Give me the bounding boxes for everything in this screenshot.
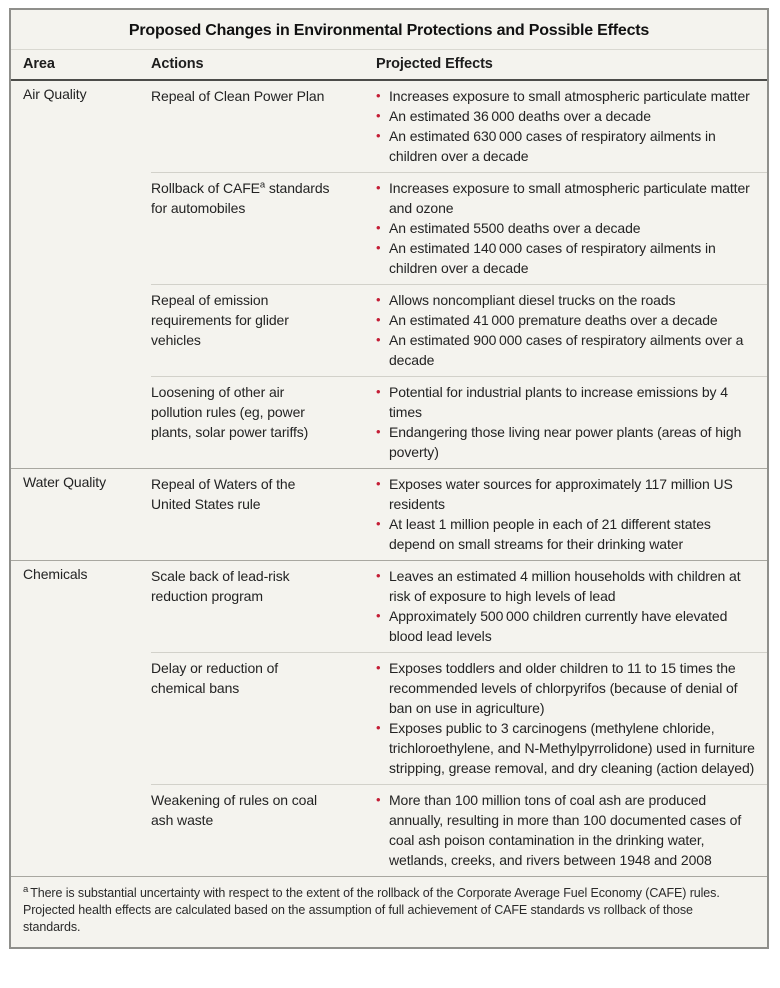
table-title: Proposed Changes in Environmental Protections and Possible Effects <box>128 22 650 39</box>
effect-item <box>376 330 755 370</box>
table-row <box>151 284 767 376</box>
area-label: Air Quality <box>23 86 87 102</box>
table-row <box>151 81 767 172</box>
action-superscript: a <box>259 179 266 191</box>
effect-text: More than 100 million tons of coal ash are produced annually, resulting in more than 100 documented cases of coal ash poison contamination in the drinking water, wetlands, creeks, and rivers between 1948 and 2008 <box>389 792 742 868</box>
effect-text: Increases exposure to small atmospheric particulate matter and ozone <box>389 180 750 216</box>
bullet-icon: • <box>376 476 381 491</box>
action-cell <box>151 81 376 172</box>
effects-cell <box>376 561 767 652</box>
effects-cell <box>376 377 767 468</box>
effect-text: Allows noncompliant diesel trucks on the roads <box>389 292 676 308</box>
action-label: Repeal of Waters of the United States rule <box>151 476 296 512</box>
bullet-icon: • <box>376 516 381 531</box>
footnote-text: There is substantial uncertainty with respect to the extent of the rollback of the Corporate Average Fuel Economy (CAFE) rules. Projected health effects are calculated based on the assumption of full achievement of CAFE standards vs rollback of those standards. <box>23 886 720 934</box>
bullet-icon: • <box>376 720 381 735</box>
action-label: Loosening of other air pollution rules (eg, power plants, solar power tariffs) <box>151 384 309 440</box>
effect-item <box>376 790 755 870</box>
action-cell <box>151 285 376 376</box>
effect-item <box>376 106 755 126</box>
effect-text: Exposes toddlers and older children to 11 to 15 times the recommended levels of chlorpyrifos (because of denial of ban on use in agriculture) <box>389 660 738 716</box>
action-label: Rollback of CAFE <box>151 180 260 196</box>
effect-text: An estimated 36 000 deaths over a decade <box>389 108 651 124</box>
footnote-marker: a <box>23 883 29 895</box>
table-section <box>11 81 767 468</box>
bullet-icon: • <box>376 108 381 123</box>
effect-item <box>376 718 755 778</box>
table-row <box>151 561 767 652</box>
effect-text: An estimated 630 000 cases of respiratory ailments in children over a decade <box>389 128 716 164</box>
effect-item <box>376 566 755 606</box>
effect-item <box>376 178 755 218</box>
effects-cell <box>376 285 767 376</box>
column-header-row <box>11 49 767 81</box>
effect-item <box>376 218 755 238</box>
effects-cell <box>376 81 767 172</box>
bullet-icon: • <box>376 660 381 675</box>
effect-text: Approximately 500 000 children currently have elevated blood lead levels <box>389 608 728 644</box>
table-row <box>151 469 767 560</box>
table-section <box>11 560 767 876</box>
action-cell <box>151 653 376 784</box>
action-label-continued: standards for automobiles <box>151 180 330 216</box>
effect-text: Increases exposure to small atmospheric particulate matter <box>389 88 750 104</box>
column-header-effects: Projected Effects <box>376 56 493 72</box>
effect-text: Potential for industrial plants to increase emissions by 4 times <box>389 384 728 420</box>
effect-item <box>376 310 755 330</box>
effect-item <box>376 290 755 310</box>
bullet-icon: • <box>376 568 381 583</box>
bullet-icon: • <box>376 180 381 195</box>
bullet-icon: • <box>376 384 381 399</box>
bullet-icon: • <box>376 88 381 103</box>
table-row <box>151 172 767 284</box>
effect-text: An estimated 140 000 cases of respiratory ailments in children over a decade <box>389 240 716 276</box>
table-section <box>11 468 767 560</box>
column-header-actions: Actions <box>151 56 204 72</box>
section-rows <box>151 561 767 876</box>
bullet-icon: • <box>376 608 381 623</box>
action-cell <box>151 173 376 284</box>
action-label: Repeal of emission requirements for glider vehicles <box>151 292 289 348</box>
area-label: Water Quality <box>23 474 106 490</box>
effect-item <box>376 238 755 278</box>
section-rows <box>151 81 767 468</box>
effect-text: Endangering those living near power plants (areas of high poverty) <box>389 424 742 460</box>
effect-text: An estimated 900 000 cases of respiratory ailments over a decade <box>389 332 744 368</box>
action-label: Scale back of lead-risk reduction program <box>151 568 290 604</box>
bullet-icon: • <box>376 128 381 143</box>
action-cell <box>151 785 376 876</box>
environmental-protections-table <box>9 8 769 949</box>
action-label: Weakening of rules on coal ash waste <box>151 792 318 828</box>
effect-item <box>376 606 755 646</box>
effect-item <box>376 86 755 106</box>
table-row <box>151 652 767 784</box>
bullet-icon: • <box>376 424 381 439</box>
effect-text: An estimated 5500 deaths over a decade <box>389 220 641 236</box>
effect-item <box>376 422 755 462</box>
effect-text: Leaves an estimated 4 million households with children at risk of exposure to high levels of lead <box>389 568 741 604</box>
table-row <box>151 784 767 876</box>
column-header-area: Area <box>23 56 55 72</box>
effect-text: Exposes water sources for approximately 117 million US residents <box>389 476 733 512</box>
effect-item <box>376 658 755 718</box>
area-label: Chemicals <box>23 566 88 582</box>
action-cell <box>151 377 376 468</box>
effects-cell <box>376 469 767 560</box>
effect-item <box>376 514 755 554</box>
effect-item <box>376 382 755 422</box>
effect-text: At least 1 million people in each of 21 different states depend on small streams for their drinking water <box>389 516 711 552</box>
effect-text: An estimated 41 000 premature deaths over a decade <box>389 312 718 328</box>
bullet-icon: • <box>376 292 381 307</box>
effects-cell <box>376 653 767 784</box>
bullet-icon: • <box>376 792 381 807</box>
table-row <box>151 376 767 468</box>
action-cell <box>151 469 376 560</box>
effect-text: Exposes public to 3 carcinogens (methylene chloride, trichloroethylene, and N-Methylpyrrolidone) used in furniture stripping, grease removal, and dry cleaning (action delayed) <box>389 720 755 776</box>
bullet-icon: • <box>376 312 381 327</box>
bullet-icon: • <box>376 240 381 255</box>
section-rows <box>151 469 767 560</box>
action-label: Delay or reduction of chemical bans <box>151 660 279 696</box>
effects-cell <box>376 785 767 876</box>
effect-item <box>376 474 755 514</box>
effects-cell <box>376 173 767 284</box>
action-cell <box>151 561 376 652</box>
action-label: Repeal of Clean Power Plan <box>151 88 325 104</box>
footnote <box>11 876 767 947</box>
bullet-icon: • <box>376 220 381 235</box>
bullet-icon: • <box>376 332 381 347</box>
table-body <box>11 81 767 876</box>
effect-item <box>376 126 755 166</box>
